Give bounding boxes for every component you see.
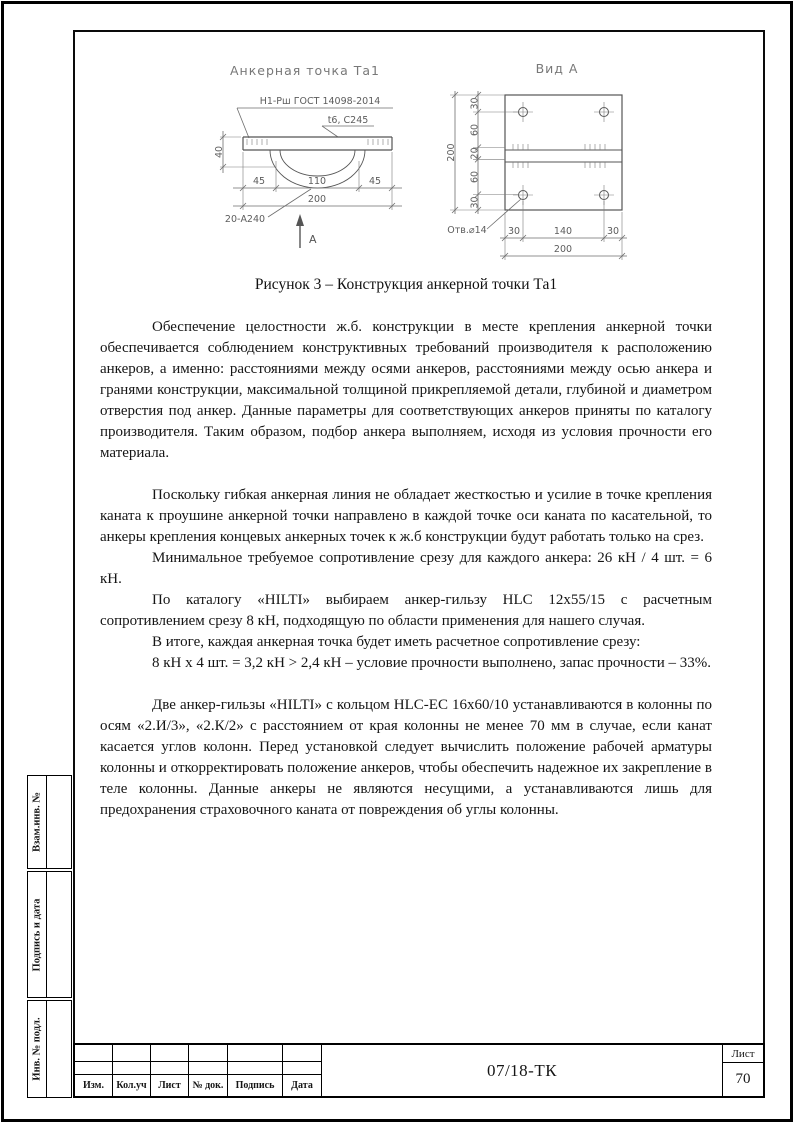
vdim-20-middle: 20 — [469, 147, 481, 160]
dim-200-total: 200 — [307, 194, 327, 205]
left-view-title: Анкерная точка Та1 — [230, 63, 380, 78]
hole-diameter-label: Отв.⌀14 — [447, 225, 487, 236]
document-code: 07/18-ТК — [486, 1060, 558, 1080]
anchor-holes — [513, 102, 614, 205]
sidebar-box-inv-podl — [27, 1000, 72, 1098]
paragraph-1: Обеспечение целостности ж.б. конструкции в месте крепления анкерной точки обеспечивается соблюдением конструктивных требований производителя к расположению анкеров, а именно: расстояниями между осями анкеров, расстояниями между осью анкера и гранями конструкции, максимальной толщиной прикрепляемой детали, глубиной и диаметром отверстия под анкер. Данные параметры для соответствующих анкеров приняты по каталогу производителя. Таким образом, подбор анкера выполняем, исходя из условия прочности его материала. — [100, 319, 712, 461]
tb-cell — [283, 1045, 322, 1062]
sidebar-label-vzam-inv: Взам.инв. № — [31, 792, 43, 852]
tb-cell — [113, 1062, 151, 1075]
rebar-callout — [225, 189, 311, 225]
vdim-60-upper: 60 — [469, 123, 481, 137]
title-block-revision-table — [75, 1045, 322, 1096]
tb-cell — [228, 1062, 283, 1075]
vertical-dimensions — [446, 91, 518, 214]
plate-hatching — [247, 139, 388, 145]
hdim-200-total: 200 — [553, 244, 573, 255]
vdim-30-top: 30 — [469, 97, 481, 110]
tb-col-data: Дата — [283, 1075, 322, 1096]
sheet-number: 70 — [735, 1071, 751, 1087]
sidebar-label-inv-podl: Инв. № подл. — [31, 1017, 43, 1081]
paragraph-7: Две анкер-гильзы «HILTI» с кольцом HLC-EC 16x60/10 устанавливаются в колонны по осям «2.И/3», «2.К/2» с расстоянием от края колонны не менее 70 мм в случае, если канат касается углов колонн. Перед установкой следует вычислить положение рабочей арматуры колонны и откорректировать положение анкеров, чтобы обеспечить надежное их закрепление в теле колонны. Данные анкеры не являются несущими, а устанавливаются лишь для предохранения страховочного каната от повреждения об углы колонны. — [100, 697, 712, 818]
tb-cell — [75, 1062, 113, 1075]
view-direction-arrow — [296, 214, 317, 248]
sheet-label: Лист — [723, 1045, 763, 1063]
tb-col-podpis: Подпись — [228, 1075, 283, 1096]
view-a-drawing — [430, 55, 675, 270]
paragraph-2: Поскольку гибкая анкерная линия не обладает жесткостью и усилие в точке крепления каната к проушине анкерной точки направлено в каждой точке оси каната по касательной, то анкеры крепления концевых анкерных точек к ж.б конструкции будут работать только на срез. — [100, 487, 712, 545]
figure-caption: Рисунок 3 – Конструкция анкерной точки Та1 — [254, 276, 558, 293]
sidebar-box-vzam-inv — [27, 775, 72, 869]
sidebar-box-podpis-data — [27, 871, 72, 998]
vdim-60-lower: 60 — [469, 170, 481, 184]
tb-col-izm: Изм. — [75, 1075, 113, 1096]
title-block — [73, 1043, 765, 1098]
vdim-200-total: 200 — [446, 143, 457, 162]
tb-cell — [189, 1062, 228, 1075]
tb-col-list: Лист — [151, 1075, 189, 1096]
tb-cell — [283, 1062, 322, 1075]
dim-40-height: 40 — [214, 145, 225, 159]
middle-slot — [505, 144, 622, 168]
sheet-cell — [722, 1045, 763, 1096]
body-text — [100, 317, 712, 821]
paragraph-3: Минимальное требуемое сопротивление срезу для каждого анкера: 26 кН / 4 шт. = 6 кН. — [100, 550, 712, 587]
dim-110: 110 — [307, 176, 327, 187]
weld-label: Н1-Рш ГОСТ 14098-2014 — [259, 96, 381, 107]
tb-col-koluch: Кол.уч — [113, 1075, 151, 1096]
sidebar-label-cell — [28, 776, 47, 868]
hdim-30-right: 30 — [606, 226, 620, 237]
weld-callout — [237, 96, 393, 138]
tb-cell — [189, 1045, 228, 1062]
tb-cell — [151, 1062, 189, 1075]
anchor-point-ta1-drawing — [175, 55, 425, 270]
dim-45-left: 45 — [252, 176, 266, 187]
rebar-loop-inner — [280, 150, 355, 176]
tb-cell — [75, 1045, 113, 1062]
paragraph-5: В итоге, каждая анкерная точка будет иметь расчетное сопротивление срезу: — [152, 634, 641, 650]
hdim-140: 140 — [553, 226, 573, 237]
right-view-title: Вид А — [535, 61, 579, 76]
sidebar-blank-cell — [47, 872, 71, 997]
sidebar-label-cell — [28, 1001, 47, 1097]
hdim-30-left: 30 — [507, 226, 521, 237]
view-arrow-letter: А — [309, 233, 317, 246]
vdim-30-bottom: 30 — [469, 196, 481, 209]
sidebar-blank-cell — [47, 1001, 71, 1097]
paragraph-4: По каталогу «HILTI» выбираем анкер-гильзу HLC 12x55/15 с расчетным сопротивлением срезу 8 кН, подходящую по области применения для нашего случая. — [100, 592, 712, 629]
tb-cell — [151, 1045, 189, 1062]
sidebar-label-podpis-data: Подпись и дата — [31, 898, 43, 971]
paragraph-6: 8 кН х 4 шт. = 3,2 кН > 2,4 кН – условие прочности выполнено, запас прочности – 33%. — [152, 655, 711, 671]
left-view-dimensions — [214, 131, 402, 210]
rebar-label: 20-А240 — [224, 214, 266, 225]
plate-label: t6, С245 — [327, 115, 369, 126]
sidebar-label-cell — [28, 872, 47, 997]
tb-cell — [113, 1045, 151, 1062]
sidebar-blank-cell — [47, 776, 71, 868]
tb-col-nodok: № док. — [189, 1075, 228, 1096]
plate-callout — [322, 115, 374, 137]
tb-cell — [228, 1045, 283, 1062]
dim-45-right: 45 — [368, 176, 382, 187]
slot-hatching — [513, 144, 605, 168]
